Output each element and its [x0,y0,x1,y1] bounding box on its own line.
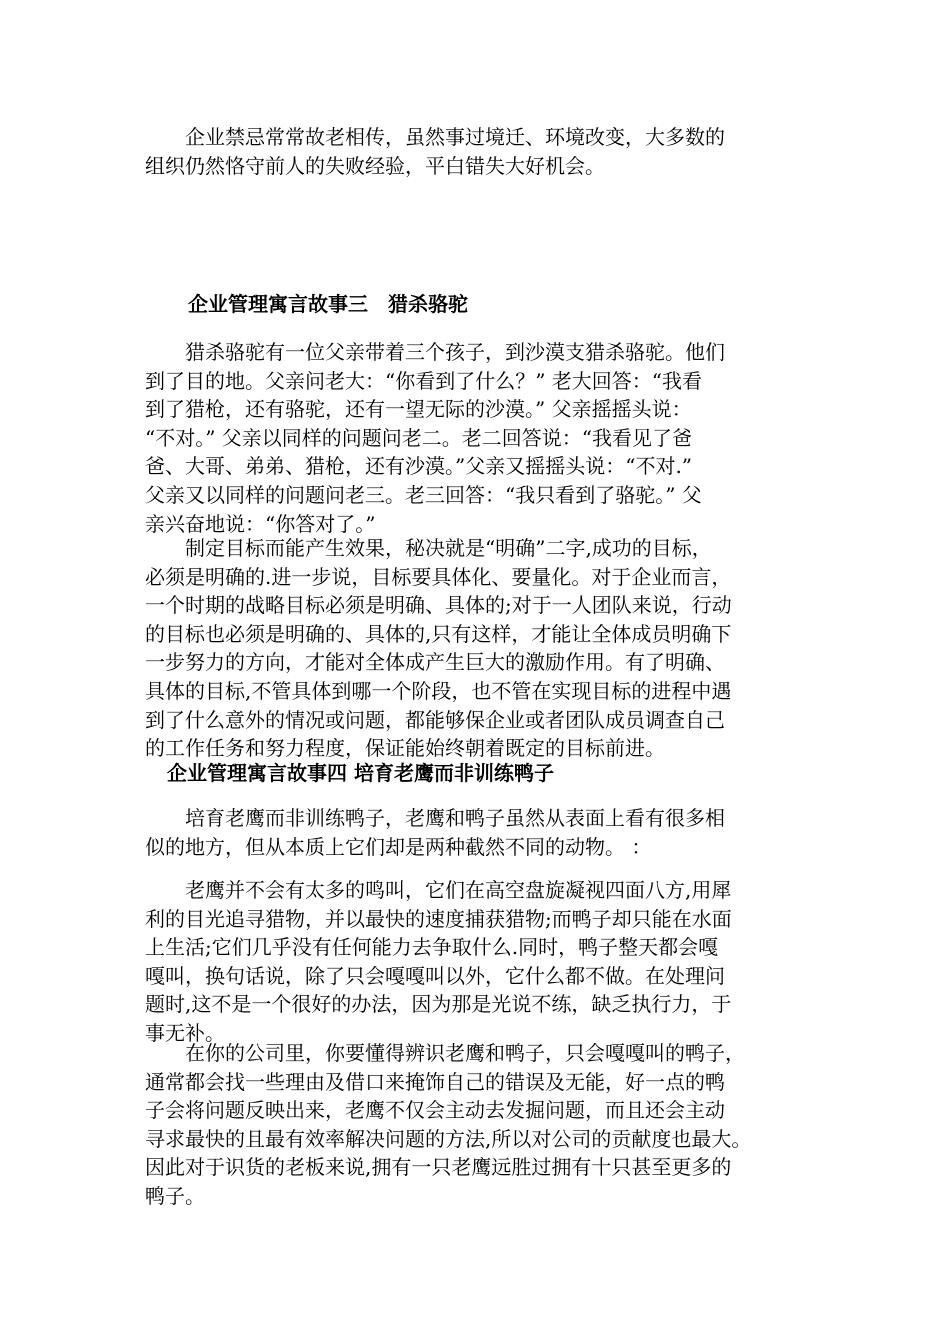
paragraph-taboo [145,123,825,180]
text-line: 组织仍然恪守前人的失败经验，平白错失大好机会。 [145,153,605,178]
text-line: 上生活;它们几乎没有任何能力去争取什么.同时，鸭子整天都会嘎 [145,935,719,960]
text-line: 亲兴奋地说：“你答对了。” [145,511,376,536]
text-line: 必须是明确的.进一步说，目标要具体化、要量化。对于企业而言， [145,564,732,589]
text-line: 爸、大哥、弟弟、猎枪，还有沙漠。”父亲又摇摇头说：“不对.” [145,454,693,479]
text-line: 到了目的地。父亲问老大：“你看到了什么？” 老大回答：“我看 [145,368,703,393]
heading-story-three: 企业管理寓言故事三 猎杀骆驼 [188,292,468,316]
text-line: 猎杀骆驼有一位父亲带着三个孩子，到沙漠支猎杀骆驼。他们 [145,340,725,364]
paragraph-company-eagles [145,1039,825,1211]
text-line: 老鹰并不会有太多的鸣叫，它们在高空盘旋凝视四面八方,用犀 [145,878,732,902]
text-line: 企业禁忌常常故老相传，虽然事过境迁、环境改变，大多数的 [145,125,725,149]
text-line: 的工作任务和努力程度，保证能始终朝着既定的目标前进。 [145,736,665,761]
text-line: 寻求最快的且最有效率解决问题的方法,所以对公司的贡献度也最大。 [145,1126,752,1151]
text-line: “不对。” 父亲以同样的问题问老二。老二回答说：“我看见了爸 [145,425,693,450]
text-line: 的目标也必须是明确的、具体的,只有这样，才能让全体成员明确下 [145,621,732,646]
text-line: 培育老鹰而非训练鸭子，老鹰和鸭子虽然从表面上看有很多相 [145,806,725,830]
heading-story-four: 企业管理寓言故事四 培育老鹰而非训练鸭子 [167,761,554,785]
text-line: 具体的目标,不管具体到哪一个阶段，也不管在实现目标的进程中遇 [145,678,732,703]
paragraph-goal-setting [145,534,825,763]
text-line: 在你的公司里，你要懂得辨识老鹰和鸭子，只会嘎嘎叫的鸭子， [145,1041,745,1065]
text-line: 利的目光追寻猎物，并以最快的速度捕获猎物;而鸭子却只能在水面 [145,906,732,931]
paragraph-camel-story [145,338,825,538]
text-line: 一步努力的方向，才能对全体成产生巨大的激励作用。有了明确、 [145,650,725,675]
paragraph-eagle-duck-intro [145,804,825,861]
text-line: 因此对于识货的老板来说,拥有一只老鹰远胜过拥有十只甚至更多的 [145,1155,732,1180]
text-line: 到了猎枪，还有骆驼，还有一望无际的沙漠。” 父亲摇摇头说： [145,397,692,422]
text-line: 到了什么意外的情况或问题，都能够保企业或者团队成员调查自己 [145,707,725,732]
text-line: 事无补。 [145,1020,225,1045]
text-line: 子会将问题反映出来，老鹰不仅会主动去发掘问题，而且还会主动 [145,1098,725,1123]
text-line: 嘎叫，换句话说，除了只会嘎嘎叫以外，它什么都不做。在处理问 [145,963,725,988]
text-line: 一个时期的战略目标必须是明确、具体的;对于一人团队来说，行动 [145,593,732,618]
text-line: 父亲又以同样的问题问老三。老三回答：“我只看到了骆驼。” 父 [145,482,702,507]
text-line: 题时,这不是一个很好的办法，因为那是光说不练，缺乏执行力，于 [145,992,732,1017]
text-line: 鸭子。 [145,1183,205,1208]
text-line: 通常都会找一些理由及借口来掩饰自己的错误及无能，好一点的鸭 [145,1069,725,1094]
text-line: 制定目标而能产生效果，秘决就是“明确”二字,成功的目标， [145,536,712,560]
text-line: 似的地方，但从本质上它们却是两种截然不同的动物。 ： [145,834,652,859]
paragraph-eagle-behaviour [145,876,825,1048]
